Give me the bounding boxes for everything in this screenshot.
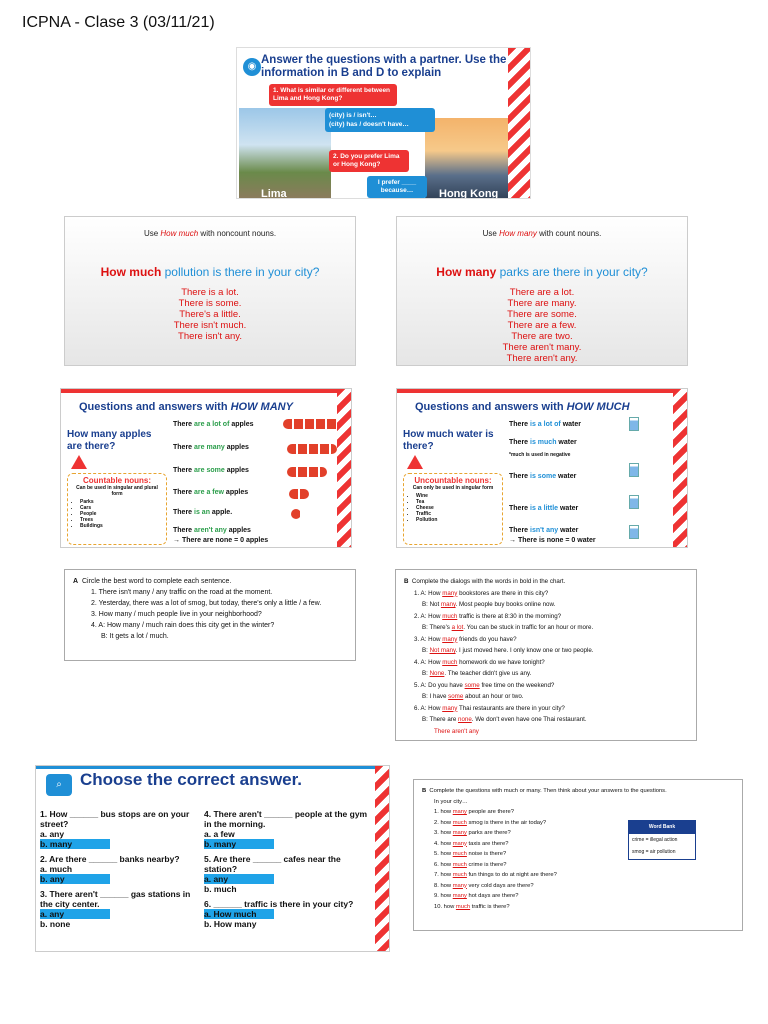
answer-row: There are a lot of apples (173, 421, 254, 428)
dialog-line: 4. A: How much homework do we have tonight? (414, 658, 545, 666)
question-block: 5. Are there ______ cafes near the station? a. any b. much (204, 854, 374, 894)
answer: Not many (429, 647, 456, 654)
question-line: 4. how many taxis are there? (434, 840, 509, 847)
answer: many (440, 601, 456, 608)
handwritten-note: There aren't any (434, 727, 479, 735)
answer: much (452, 861, 467, 868)
hong-kong-photo (425, 118, 510, 199)
slide-heading: Answer the questions with a partner. Use the information in B and D to explain (261, 54, 507, 79)
answer: many (452, 893, 467, 899)
question-line: 7. how much fun things to do at night are there? (434, 872, 557, 878)
answer-row: There is some water (509, 473, 577, 480)
question-1: 1. What is similar or different between Lima and Hong Kong? (269, 84, 397, 106)
answer-row: There isn't any water (509, 527, 579, 534)
answer: many (452, 882, 467, 889)
option-b: b. any (40, 874, 110, 884)
question-block: 1. How ______ bus stops are on your street? a. any b. many (40, 809, 205, 849)
dialog-line: B: I have some about an hour or two. (422, 693, 524, 700)
slide-qa-how-much (396, 388, 688, 548)
answer: none (458, 716, 472, 723)
apple-icon (291, 509, 301, 519)
dialog-line: 6. A: How many Thai restaurants are there in your city? (414, 704, 565, 712)
option-b: b. many (40, 839, 110, 849)
answer: much (452, 872, 467, 878)
answer-row: → There are none = 0 apples (173, 537, 269, 544)
question-block: 2. Are there ______ banks nearby? a. much b. any (40, 854, 205, 884)
option-a: a. How much (204, 909, 274, 919)
dialog-line: 1. A: How many bookstores are there in this city? (414, 589, 549, 597)
answer-row: → There is none = 0 water (509, 537, 596, 544)
answer-line: There isn't any. (178, 331, 242, 342)
answer-frame-2: I prefer ____ because… (367, 176, 427, 198)
exercise-a: A Circle the best word to complete each sentence. 1. There isn't many / any traffic on the road at the moment. 2. Yesterday, there was a lot of smog, but today, there's only a little / a few. 3. How many / much people live in your neighborhood? 4. A: How many / much rain does this city get in the winter? B: It gets a lot / much. (64, 569, 356, 661)
slide-heading: Questions and answers with HOW MANY (79, 401, 293, 413)
speaker-icon: ◉ (243, 58, 261, 76)
glass-icon (629, 463, 639, 477)
answer: much (442, 658, 458, 666)
answer: a lot (451, 624, 464, 631)
lima-photo (239, 108, 331, 199)
option-a: a. any (204, 874, 274, 884)
rule-text: Use How much with noncount nouns. (143, 229, 277, 238)
exercise-b: B Complete the dialogs with the words in bold in the chart. 1. A: How many bookstores are there in this city? B: Not many. Most people buy books online now. 2. A: How much traffic is there at 8:30 in the morning? B: There's a lot. You can be stuck in traffic for an hour or more. 3. A: How many friends do you have? B: Not many. I just moved here. I only know one or two people. 4. A: How much homework do we have tonight? B: None. The teacher didn't give us any. 5. A: Do you have some free time on the weekend? B: I have some about an hour or two. 6. A: How many Thai restaurants are there in your city? B: There are none. We don't even have one Thai restaurant. There aren't any (395, 569, 697, 741)
apple-icon (289, 489, 309, 499)
answer-row: There is much water (509, 439, 577, 446)
answer-frame-1: (city) is / isn't… (city) has / doesn't have… (325, 108, 435, 132)
question-line: 5. how much noise is there? (434, 851, 507, 857)
answer: some (464, 681, 480, 689)
answer-row: There are a few apples (173, 489, 249, 496)
question-line: 2. how much smog is there in the air today? (434, 819, 547, 826)
question-block: 3. There aren't ______ gas stations in the city center. a. any b. none (40, 889, 205, 929)
question-line: 9. how many hot days are there? (434, 893, 519, 899)
answer-line: There are a few. (507, 320, 577, 331)
answer-row: There are some apples (173, 467, 249, 474)
decorative-stripe (508, 48, 530, 198)
answer-row: There is an apple. (173, 509, 233, 516)
page-title: ICPNA - Clase 3 (03/11/21) (22, 14, 215, 31)
answer: many (442, 704, 458, 712)
warning-icon (71, 455, 87, 469)
slide-heading: Choose the correct answer. (80, 770, 303, 789)
answer: many (442, 635, 458, 643)
dialog-line: B: None. The teacher didn't give us any. (422, 670, 532, 677)
option-a: a. any (40, 829, 65, 839)
rule-text: Use How many with count nouns. (482, 229, 602, 238)
question-line: 10. how much traffic is there? (434, 903, 510, 910)
warning-icon (407, 455, 423, 469)
answer-line: There isn't much. (173, 320, 247, 331)
option-a: a. a few (204, 829, 235, 839)
countable-box: Countable nouns: Can be used in singular and plural form • Parks • Cars • People • Trees • Buildings (67, 473, 167, 545)
slide-heading: Questions and answers with HOW MUCH (415, 401, 630, 413)
answer-line: There is a lot. (181, 287, 239, 298)
answer-row: There aren't any apples (173, 527, 251, 534)
option-b: b. many (204, 839, 274, 849)
slide-how-much (64, 216, 356, 366)
answer-line: There are two. (511, 331, 573, 342)
question-line: 6. how much crime is there? (434, 861, 507, 868)
answer: None (429, 670, 445, 677)
option-b: b. none (40, 919, 71, 929)
example-question: How many parks are there in your city? (436, 265, 648, 279)
question: How much water is there? (403, 429, 494, 452)
answer: some (448, 693, 464, 700)
answer-row: There is a lot of water (509, 421, 581, 428)
slide-qa-how-many (60, 388, 352, 548)
answer-line: There aren't any. (506, 353, 578, 364)
apple-icon (287, 444, 337, 454)
question-line: 8. how many very cold days are there? (434, 882, 534, 889)
glass-icon (629, 525, 639, 539)
caption-hong-kong: Hong Kong (439, 188, 499, 199)
example-question: How much pollution is there in your city? (100, 265, 320, 279)
uncountable-box: Uncountable nouns: Can only be used in singular form • Wine • Tea • Cheese • Traffic • Pollution (403, 473, 503, 545)
question-block: 4. There aren't ______ people at the gym in the morning. a. a few b. many (204, 809, 374, 849)
search-icon: ⌕ (46, 774, 72, 796)
question-block: 6. ______ traffic is there in your city? a. How much b. How many (204, 899, 374, 929)
word-bank: Word Bank crime = illegal action smog = air pollution (628, 820, 696, 860)
exercise-much-many: B Complete the questions with much or many. Then think about your answers to the questions. In your city… 1. how many people are there? 2. how much smog is there in the air today? 3. how many parks are there? 4. how many taxis are there? 5. how much noise is there? 6. how much crime is there? 7. how much fun things to do at night are there? 8. how many very cold days are there? 9. how many hot days are there? 10. how much traffic is there? Word Bank crime = illegal action smog = air pollution (413, 779, 743, 931)
answer: much (452, 819, 467, 826)
dialog-line: 2. A: How much traffic is there at 8:30 in the morning? (414, 612, 562, 620)
question: How many apples are there? (67, 429, 152, 452)
answer-list (65, 287, 355, 342)
answer: much (442, 612, 458, 620)
apple-icon (287, 467, 327, 477)
dialog-line: B: There's a lot. You can be stuck in traffic for an hour or more. (422, 624, 594, 631)
glass-icon (629, 417, 639, 431)
answer-line: There are a lot. (509, 287, 575, 298)
option-b: b. much (204, 884, 237, 894)
answer: many (442, 589, 458, 597)
answer-line: There aren't many. (502, 342, 582, 353)
dialog-line: B: There are none. We don't even have one Thai restaurant. (422, 716, 587, 723)
answer-list (397, 287, 687, 364)
answer: much (455, 903, 471, 910)
answer-row: There are many apples (173, 444, 249, 451)
dialog-line: 5. A: Do you have some free time on the weekend? (414, 681, 555, 689)
answer-line: There are many. (507, 298, 577, 309)
dialog-line: B: Not many. Most people buy books online now. (422, 601, 556, 608)
slide-how-many (396, 216, 688, 366)
dialog-line: 3. A: How many friends do you have? (414, 635, 517, 643)
slide-choose-answer (35, 765, 390, 952)
question-line: 3. how many parks are there? (434, 830, 511, 836)
note: *much is used in negative (509, 452, 571, 458)
glass-icon (629, 495, 639, 509)
option-a: a. much (40, 864, 73, 874)
answer: many (452, 809, 467, 815)
question-2: 2. Do you prefer Lima or Hong Kong? (329, 150, 409, 172)
answer: many (452, 840, 467, 847)
answer-line: There's a little. (179, 309, 241, 320)
answer-line: There are some. (507, 309, 577, 320)
option-a: a. any (40, 909, 110, 919)
slide-partner-questions (236, 47, 531, 199)
caption-lima: Lima (261, 188, 287, 199)
answer: much (452, 851, 467, 857)
answer: many (452, 830, 467, 836)
answer-row: There is a little water (509, 505, 579, 512)
option-b: b. How many (204, 919, 257, 929)
question-line: 1. how many people are there? (434, 809, 514, 815)
answer-line: There is some. (178, 298, 242, 309)
dialog-line: B: Not many. I just moved here. I only know one or two people. (422, 647, 594, 654)
